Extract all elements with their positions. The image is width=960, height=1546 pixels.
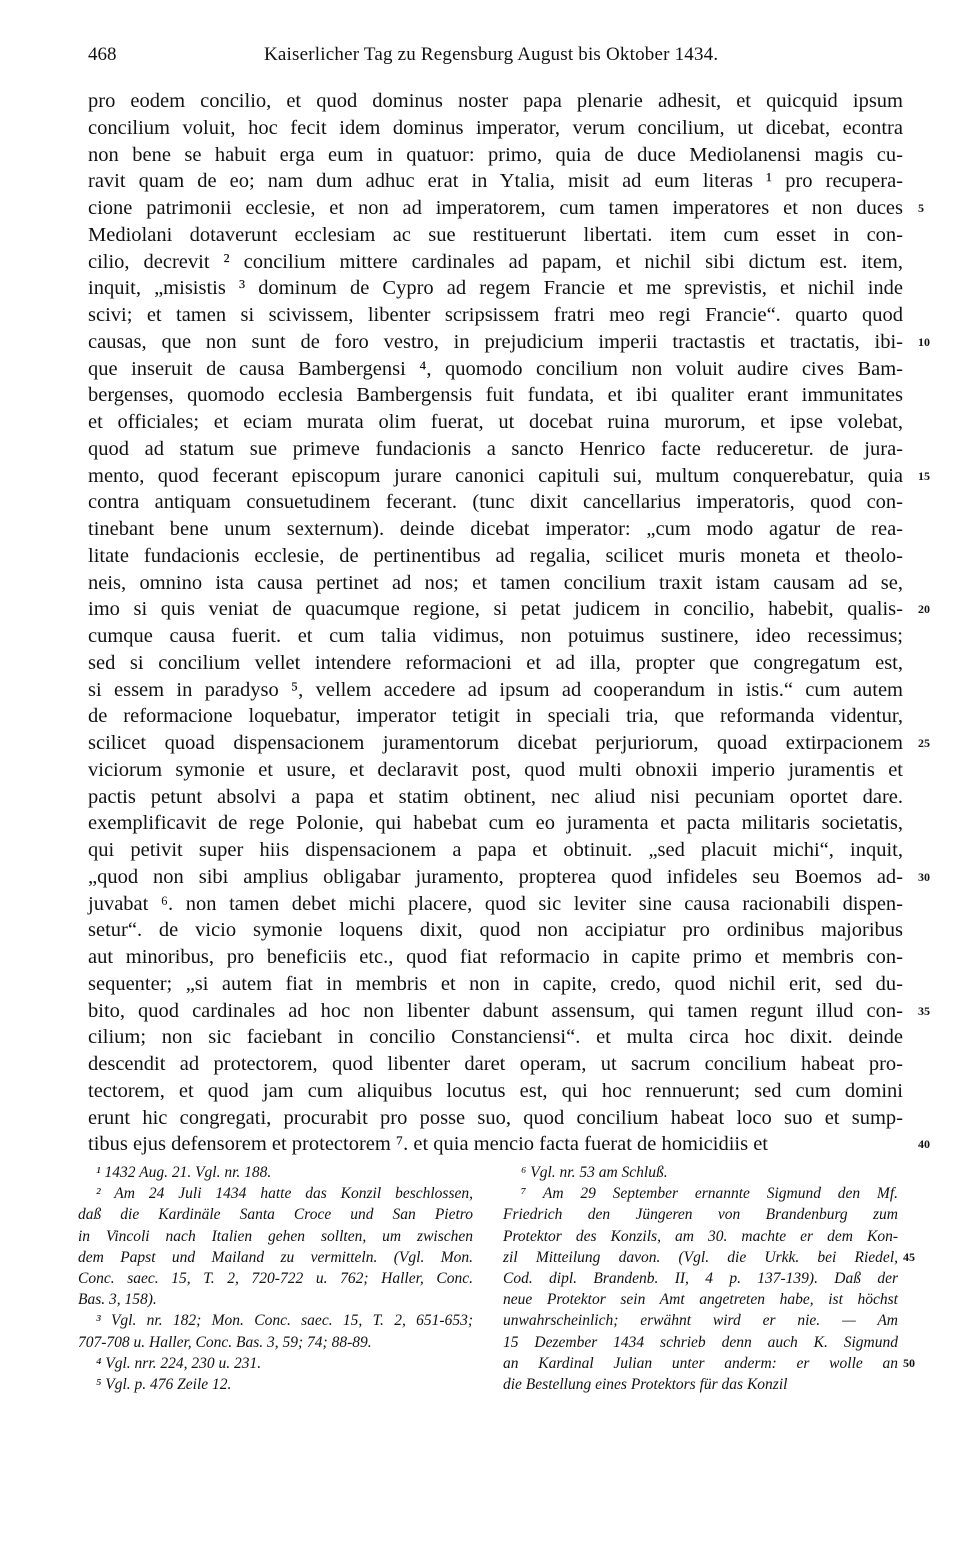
footnote-line-content: Conc. saec. 15, T. 2, 720-722 u. 762; Haller, Conc. [78, 1269, 473, 1287]
text-line-content: tinebant bene unum sexternum). deinde dicebat imperator: „cum modo agatur de rea- [88, 518, 903, 540]
footnote-line [78, 1268, 473, 1289]
text-line [88, 329, 930, 356]
footnote-line [78, 1332, 473, 1353]
footnote-line [503, 1247, 915, 1268]
text-line-content: aut minoribus, pro beneficiis etc., quod fiat reformacio in capite primo et membris con- [88, 946, 903, 968]
footnote-line [78, 1204, 473, 1225]
text-line [88, 837, 903, 864]
footnote-line [503, 1226, 898, 1247]
text-line [88, 1078, 903, 1105]
line-number: 20 [918, 602, 930, 617]
line-number: 5 [918, 201, 924, 215]
footnote-line [503, 1268, 898, 1289]
text-line-content: mento, quod fecerant episcopum jurare canonici capituli sui, multum conquerebatur, quia [88, 464, 903, 487]
footnote-line-content: Friedrich den Jüngeren von Brandenburg zum [503, 1206, 898, 1224]
line-number: 15 [918, 468, 930, 483]
text-line-content: cilio, decrevit ² concilium mittere cardinales ad papam, et nichil sibi dictum est. item, [88, 250, 903, 273]
footnote-line-content: in Vincoli nach Italien gehen sollten, um zwischen [78, 1227, 473, 1245]
footnote-line-content: Bas. 3, 158). [78, 1291, 157, 1309]
text-line [88, 1131, 930, 1158]
text-line [88, 168, 903, 195]
text-line [88, 543, 903, 570]
main-text [88, 88, 930, 1158]
text-line [88, 382, 903, 409]
text-line-content: juvabat ⁶. non tamen debet michi placere, quod sic leviter sine causa racionabili dispen- [88, 892, 903, 915]
footnote-line [78, 1183, 473, 1204]
text-line-content: contra antiquam consuetudinem fecerant. (tunc dixit cancellarius imperatoris, quod con- [88, 491, 903, 514]
text-line-content: erunt hic congregati, procurabit pro posse suo, quod concilium habeat loco suo et sump- [88, 1106, 903, 1129]
text-line-content: cilium; non sic faciebant in concilio Constanciensi“. et multa circa hoc dixit. deinde [88, 1026, 903, 1049]
footnote-line [503, 1374, 898, 1395]
footnote-line [503, 1310, 898, 1331]
text-line [88, 998, 930, 1025]
footnote-line-content: ² Am 24 Juli 1434 hatte das Konzil beschlossen, [96, 1185, 473, 1203]
text-line [88, 1024, 903, 1051]
text-line-content: concilium voluit, hoc fecit idem dominus imperator, verum concilium, ut dicebat, econtra [88, 116, 903, 139]
page-number: 468 [88, 44, 117, 65]
footnote-line [503, 1289, 898, 1310]
text-line-content: qui petivit super hiis dispensacionem a papa et obtinuit. „sed placuit michi“, inquit, [88, 839, 903, 861]
text-line [88, 142, 903, 169]
footnote-line [78, 1247, 473, 1268]
text-line [88, 222, 903, 249]
footnote-line-content: ⁴ Vgl. nrr. 224, 230 u. 231. [96, 1354, 262, 1372]
footnote-line [78, 1162, 473, 1183]
text-line-content: et officiales; et eciam murata olim fuerat, ut docebat ruina murorum, et ipse volebat, [88, 411, 903, 433]
text-line-content: viciorum symonie et usure, et declaravit post, quod multi obnoxii imperio juramentis et [88, 758, 903, 781]
footnote-line-content: neue Protektor sein Amt angetreten habe, ist höchst [503, 1291, 898, 1309]
text-line-content: scilicet quoad dispensacionem juramentorum dicebat perjuriorum, quoad extirpacionem [88, 732, 903, 754]
text-line-content: tibus ejus defensorem et protectorem ⁷. et quia mencio facta fuerat de homicidiis et [88, 1133, 768, 1156]
text-line [88, 489, 903, 516]
text-line-content: setur“. de vicio symonie loquens dixit, quod non accipiatur pro ordinibus majoribus [88, 919, 903, 942]
text-line [88, 596, 930, 623]
text-line [88, 570, 903, 597]
footnote-line-content: ¹ 1432 Aug. 21. Vgl. nr. 188. [96, 1164, 272, 1181]
text-line [88, 677, 903, 704]
text-line-content: inquit, „misistis ³ dominum de Cypro ad regem Francie et me sprevistis, et nichil inde [88, 277, 903, 300]
footnote-line-content: Cod. dipl. Brandenb. II, 4 p. 137-139). Daß der [503, 1269, 898, 1287]
text-line [88, 784, 903, 811]
footnote-line-content: ³ Vgl. nr. 182; Mon. Conc. saec. 15, T. 2, 651-653; [96, 1312, 473, 1330]
text-line-content: que inseruit de causa Bambergensi ⁴, quomodo concilium non voluit audire cives Bam- [88, 357, 903, 380]
footnote-line [78, 1226, 473, 1247]
text-line-content: de reformacione loquebatur, imperator tetigit in speciali tria, que reformanda videntur, [88, 705, 903, 728]
text-line-content: cumque causa fuerit. et cum talia vidimus, non potuimus sustinere, ideo recessimus; [88, 625, 903, 647]
text-line [88, 703, 903, 730]
text-line [88, 730, 930, 757]
text-line [88, 650, 903, 677]
text-line [88, 623, 903, 650]
footnote-line-content: Protektor des Konzils, am 30. machte er dem Kon- [503, 1227, 898, 1245]
footnote-line-content: daß die Kardinäle Santa Croce und San Pietro [78, 1206, 473, 1224]
line-number: 45 [903, 1249, 915, 1264]
footnote-line-content: ⁵ Vgl. p. 476 Zeile 12. [96, 1375, 232, 1393]
footnote-line-content: 15 Dezember 1434 schrieb denn auch K. Sigmund [503, 1333, 898, 1351]
footnote-line [503, 1183, 898, 1204]
text-line-content: „quod non sibi amplius obligabar juramento, propterea quod infideles seu Boemos ad- [88, 865, 903, 888]
text-line-content: bito, quod cardinales ad hoc non libenter dabunt assensum, qui tamen regunt illud con- [88, 999, 903, 1022]
text-line-content: non bene se habuit erga eum in quatuor: primo, quia de duce Mediolanensi magis cu- [88, 143, 903, 166]
text-line-content: si essem in paradyso ⁵, vellem accedere ad ipsum ad cooperandum in istis.“ cum autem [88, 678, 903, 701]
text-line [88, 88, 903, 115]
footnote-line [78, 1310, 473, 1331]
line-number: 25 [918, 736, 930, 750]
line-number: 50 [903, 1355, 915, 1370]
text-line-content: ravit quam de eo; nam dum adhuc erat in Ytalia, misit ad eum literas ¹ pro recupera- [88, 170, 903, 193]
text-line [88, 810, 903, 837]
footnote-line-content: zil Mitteilung davon. (Vgl. die Urkk. bei Riedel, [503, 1248, 898, 1266]
text-line [88, 971, 903, 998]
text-line [88, 195, 924, 222]
text-line-content: Mediolani dotaverunt ecclesiam ac sue restituerunt libertati. item cum esset in con- [88, 223, 903, 246]
page-header [88, 44, 908, 70]
text-line [88, 757, 903, 784]
footnote-line-content: ⁷ Am 29 September ernannte Sigmund den Mf. [521, 1185, 898, 1203]
footnote-line [78, 1289, 473, 1310]
footnote-line [503, 1204, 898, 1225]
text-line-content: tectorem, et quod jam cum aliquibus locutus est, qui hoc rennuerunt; sed cum domini [88, 1079, 903, 1102]
footnote-line-content: 707-708 u. Haller, Conc. Bas. 3, 59; 74; 88-89. [78, 1333, 372, 1351]
text-line [88, 249, 903, 276]
footnote-line [78, 1353, 473, 1374]
text-line [88, 864, 930, 891]
text-line-content: pactis petunt absolvi a papa et statim obtinent, nec aliud nisi pecuniam oportet dare. [88, 785, 903, 808]
text-line-content: pro eodem concilio, et quod dominus noster papa plenarie adhesit, et quicquid ipsum [88, 90, 903, 112]
footnote-line [78, 1374, 473, 1395]
text-line [88, 944, 903, 971]
text-line-content: quod ad statum sue primeve fundacionis a sancto Henrico facte reduceretur. de jura- [88, 437, 903, 460]
text-line-content: exemplificavit de rege Polonie, qui habebat cum eo juramenta et pacta militaris societatis, [88, 812, 903, 835]
text-line-content: sed si concilium vellet intendere reformacioni et ad illa, propter que congregatum est, [88, 651, 903, 674]
footnote-line-content: ⁶ Vgl. nr. 53 am Schluß. [521, 1164, 668, 1181]
footnote-line-content: die Bestellung eines Protektors für das Konzil [503, 1375, 788, 1393]
text-line [88, 302, 903, 329]
text-line [88, 516, 903, 543]
running-title: Kaiserlicher Tag zu Regensburg August bis Oktober 1434. [264, 44, 719, 65]
text-line-content: cione patrimonii ecclesie, et non ad imperatorem, cum tamen imperatores et non duces [88, 197, 903, 219]
text-line-content: causas, que non sunt de foro vestro, in prejudicium imperii tractastis et tractatis, ibi- [88, 330, 903, 353]
text-line-content: bergenses, quomodo ecclesia Bambergensis fuit fundata, et ibi qualiter erant immunitates [88, 384, 903, 407]
line-number: 35 [918, 1003, 930, 1018]
text-line-content: descendit ad protectorem, quod libenter daret operam, ut sacrum concilium habeat pro- [88, 1053, 903, 1075]
text-line [88, 891, 903, 918]
text-line [88, 356, 903, 383]
line-number: 10 [918, 334, 930, 349]
footnote-line [503, 1332, 898, 1353]
footnote-line-content: an Kardinal Julian unter anderm: er wolle an [503, 1354, 898, 1372]
footnote-line-content: unwahrscheinlich; erwähnt wird er nie. — Am [503, 1312, 898, 1330]
line-number: 40 [918, 1137, 930, 1152]
text-line [88, 1105, 903, 1132]
text-line [88, 463, 930, 490]
text-line-content: scivi; et tamen si scivissem, libenter scripsissem fratri meo regi Francie“. quarto quod [88, 304, 903, 326]
footnote-line [503, 1353, 915, 1374]
footnotes-left-column [78, 1162, 473, 1395]
text-line [88, 1051, 903, 1078]
line-number: 30 [918, 869, 930, 884]
footnote-line [503, 1162, 898, 1183]
text-line-content: sequenter; „si autem fiat in membris et non in capite, credo, quod nichil erit, sed du- [88, 972, 903, 995]
text-line-content: neis, omnino ista causa pertinet ad nos; et tamen concilium traxit istam causam ad se, [88, 571, 903, 594]
text-line [88, 275, 903, 302]
text-line-content: imo si quis veniat de quacumque regione, si petat judicem in concilio, habebit, qualis- [88, 598, 903, 621]
text-line [88, 409, 903, 436]
text-line [88, 436, 903, 463]
text-line [88, 115, 903, 142]
footnotes [78, 1162, 918, 1422]
text-line [88, 917, 903, 944]
footnote-line-content: dem Papst und Mailand zu vermitteln. (Vgl. Mon. [78, 1248, 473, 1266]
text-line-content: litate fundacionis ecclesie, de pertinentibus ad regalia, scilicet muris moneta et theolo- [88, 544, 903, 567]
footnotes-right-column [503, 1162, 915, 1395]
